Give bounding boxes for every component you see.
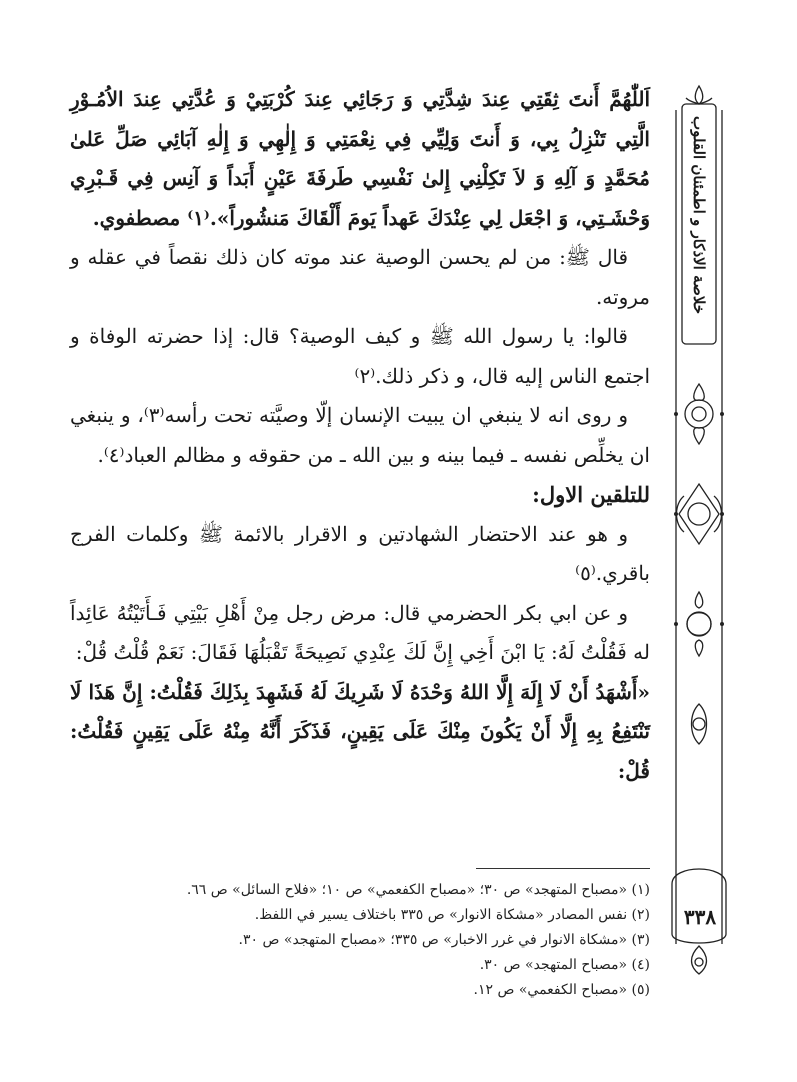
footnote: (٣) «مشكاة الانوار في غرر الاخبار» ص ٣٣٥؛ «مصباح المتهجد» ص ٣٠. xyxy=(238,932,650,948)
page-number: ٣٣٨ xyxy=(683,905,717,929)
footnote: (١) «مصباح المتهجد» ص ٣٠؛ «مصباح الكفعمي» ص ١٠؛ «فلاح السائل» ص ٦٦. xyxy=(186,882,650,898)
supplication-text: اَللّٰهُمَّ أَنتَ ثِقَتِي عِندَ شِدَّتِي وَ رَجَائِي عِندَ كُرْبَتِيْ وَ عُدَّتِي عِندَ الاُمُـوْرِ الَّتِي تَنْزِلُ بِي، وَ أَنتَ وَلِيِّي فِي نِعْمَتِي وَ إِلٰهِي وَ إِلٰهِ آبَائِي صَلِّ عَلىٰ مُحَمَّدٍ وَ آلِهِ وَ لاَ تَكِلْنِي إِلىٰ نَفْسِي طَرفَةَ عَيْنٍ أَبَداً وَ آنِس فِي قَـبْرِي وَحْشَـتِي، وَ اجْعَل لِي عِنْدَكَ عَهداً يَومَ أَلْقَاكَ مَنشُوراً».⁽١⁾ مصطفوي. xyxy=(70,87,650,230)
paragraph-ihtidar: و هو عند الاحتضار الشهادتين و الاقرار بالائمة ﷺ وكلمات الفرج باقري.⁽٥⁾ xyxy=(70,521,650,585)
footnote: (٤) «مصباح المتهجد» ص ٣٠. xyxy=(479,957,650,973)
running-title: خلاصة الاذكار و اطمئنان القلوب xyxy=(690,115,708,315)
footnote-divider xyxy=(476,868,650,869)
footnote: (٢) نفس المصادر «مشكاة الانوار» ص ٣٣٥ باختلاف يسير في اللفظ. xyxy=(254,907,650,923)
footnotes xyxy=(70,878,650,1003)
shahada-text: «أَشْهَدُ أَنْ لَا إِلَهَ إِلَّا اللهُ وَحْدَهُ لَا شَرِيكَ لَهُ فَشَهِدَ بِذَلِكَ فَقُلْتُ: إِنَّ هَذَا لَا تَنْتَفِعُ بِهِ إِلَّا أَنْ يَكُونَ مِنْكَ عَلَى يَقِينٍ، فَذَكَرَ أَنَّهُ مِنْهُ عَلَى يَقِينٍ فَقُلْتُ: قُلْ: xyxy=(70,679,650,783)
paragraph-under-head: و روى انه لا ينبغي ان يبيت الإنسان إلّا وصيَّته تحت رأسه⁽٣⁾، و ينبغي ان يخلِّص نفسه ـ فيما بينه و بين الله ـ من حقوقه و مظالم العباد⁽٤⁾. xyxy=(70,403,650,467)
main-text xyxy=(70,80,650,791)
paragraph-hadrami: و عن ابي بكر الحضرمي قال: مرض رجل مِنْ أَهْلِ بَيْتِي فَـأَتَيْتُهُ عَائِداً له فَقُلْتُ لَهُ: يَا ابْنَ أَخِي إِنَّ لَكَ عِنْدِي نَصِيحَةً تَقْبَلُهَا فَقَالَ: نَعَمْ قُلْتُ قُلْ: xyxy=(70,600,650,664)
footnote: (٥) «مصباح الكفعمي» ص ١٢. xyxy=(473,982,650,998)
section-heading: للتلقين الاول: xyxy=(532,482,650,507)
paragraph-how-will: قالوا: يا رسول الله ﷺ و كيف الوصية؟ قال: إذا حضرته الوفاة و اجتمع الناس إليه قال، و ذكر ذلك.⁽٢⁾ xyxy=(70,324,650,388)
paragraph-will: قال ﷺ: من لم يحسن الوصية عند موته كان ذلك نقصاً في عقله و مروته. xyxy=(70,245,650,309)
